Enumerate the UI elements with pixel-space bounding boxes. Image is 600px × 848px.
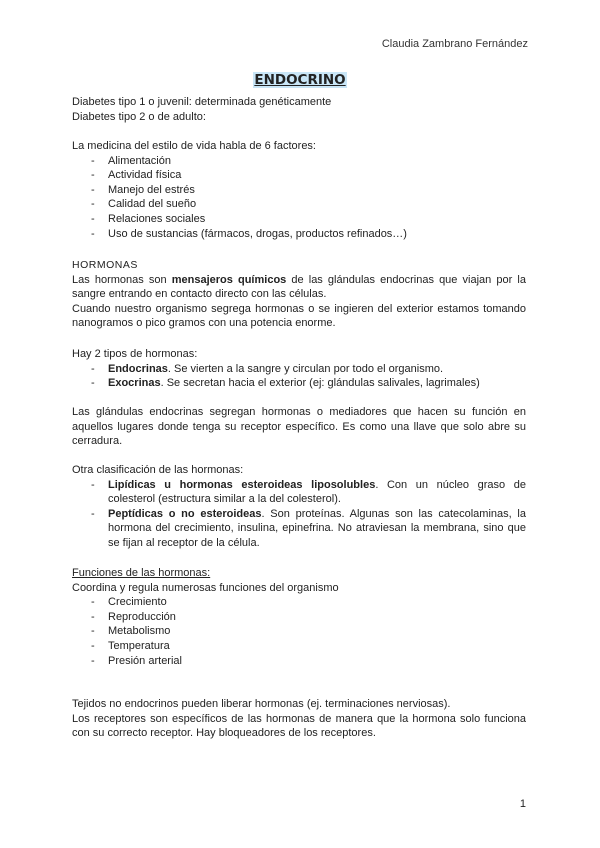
tipos-heading: Hay 2 tipos de hormonas: <box>72 348 198 360</box>
hormonas-paragraph-1: Las hormonas son mensajeros químicos de las glándulas endocrinas que viajan por la sangre entrando en contacto directo con las células. <box>72 273 526 301</box>
funciones-section <box>72 566 526 668</box>
intro-line: Diabetes tipo 1 o juvenil: determinada genéticamente <box>72 96 332 108</box>
closing-section <box>72 697 526 741</box>
lifestyle-heading: La medicina del estilo de vida habla de 6 factores: <box>72 140 316 152</box>
hormonas-section <box>72 258 526 331</box>
list-item: - Relaciones sociales <box>91 212 206 225</box>
list-item: - Reproducción <box>91 610 176 623</box>
list-item: - Crecimiento <box>91 596 167 609</box>
list-item: - Alimentación <box>91 154 171 167</box>
list-item: - Lipídicas u hormonas esteroideas liposolubles. Con un núcleo graso de colesterol (estructura similar a la del colesterol). <box>91 478 526 506</box>
list-item: - Metabolismo <box>91 625 171 638</box>
list-item: - Peptídicas o no esteroideas. Son proteínas. Algunas son las catecolaminas, la hormona del crecimiento, insulina, epinefrina. No atraviesan la membrana, sino que se fijan al receptor de la célula. <box>91 507 526 549</box>
funciones-intro: Coordina y regula numerosas funciones del organismo <box>72 581 339 594</box>
tipos-list <box>72 362 526 391</box>
closing-paragraph-2: Los receptores son específicos de las hormonas de manera que la hormona solo funciona con su correcto receptor. Hay bloqueadores de los receptores. <box>72 712 526 740</box>
intro-section <box>72 95 526 124</box>
list-item: - Temperatura <box>91 639 170 652</box>
clasificacion-section <box>72 463 526 551</box>
clasificacion-heading: Otra clasificación de las hormonas: <box>72 464 244 476</box>
funciones-list <box>72 595 526 668</box>
closing-paragraph-1: Tejidos no endocrinos pueden liberar hormonas (ej. terminaciones nerviosas). <box>72 698 451 710</box>
page-number: 1 <box>519 798 526 810</box>
header-author: Claudia Zambrano Fernández <box>381 38 528 50</box>
title-text: ENDOCRINO <box>254 72 346 88</box>
intro-line: Diabetes tipo 2 o de adulto: <box>72 110 206 123</box>
hormonas-paragraph-2: Cuando nuestro organismo segrega hormonas o se ingieren del exterior estamos tomando nanogramos o pico gramos con una potencia enorme. <box>72 302 526 330</box>
funciones-heading: Funciones de las hormonas: <box>72 567 211 579</box>
list-item: - Presión arterial <box>91 654 182 667</box>
list-item: - Manejo del estrés <box>91 183 195 196</box>
clasificacion-list <box>72 478 526 551</box>
lifestyle-list <box>72 154 526 242</box>
list-item: - Calidad del sueño <box>91 198 197 211</box>
glandulas-paragraph: Las glándulas endocrinas segregan hormonas o mediadores que hacen su función en aquellos lugares donde tenga su receptor específico. Es como una llave que solo abre su cerradura. <box>72 406 526 448</box>
list-item: - Uso de sustancias (fármacos, drogas, productos refinados…) <box>91 227 407 240</box>
hormonas-heading: HORMONAS <box>72 259 138 271</box>
list-item: - Exocrinas. Se secretan hacia el exterior (ej: glándulas salivales, lagrimales) <box>91 377 480 390</box>
tipos-section <box>72 347 526 391</box>
document-title <box>0 73 600 88</box>
lifestyle-section <box>72 139 526 241</box>
list-item: - Actividad física <box>91 169 182 182</box>
list-item: - Endocrinas. Se vierten a la sangre y circulan por todo el organismo. <box>91 362 444 375</box>
